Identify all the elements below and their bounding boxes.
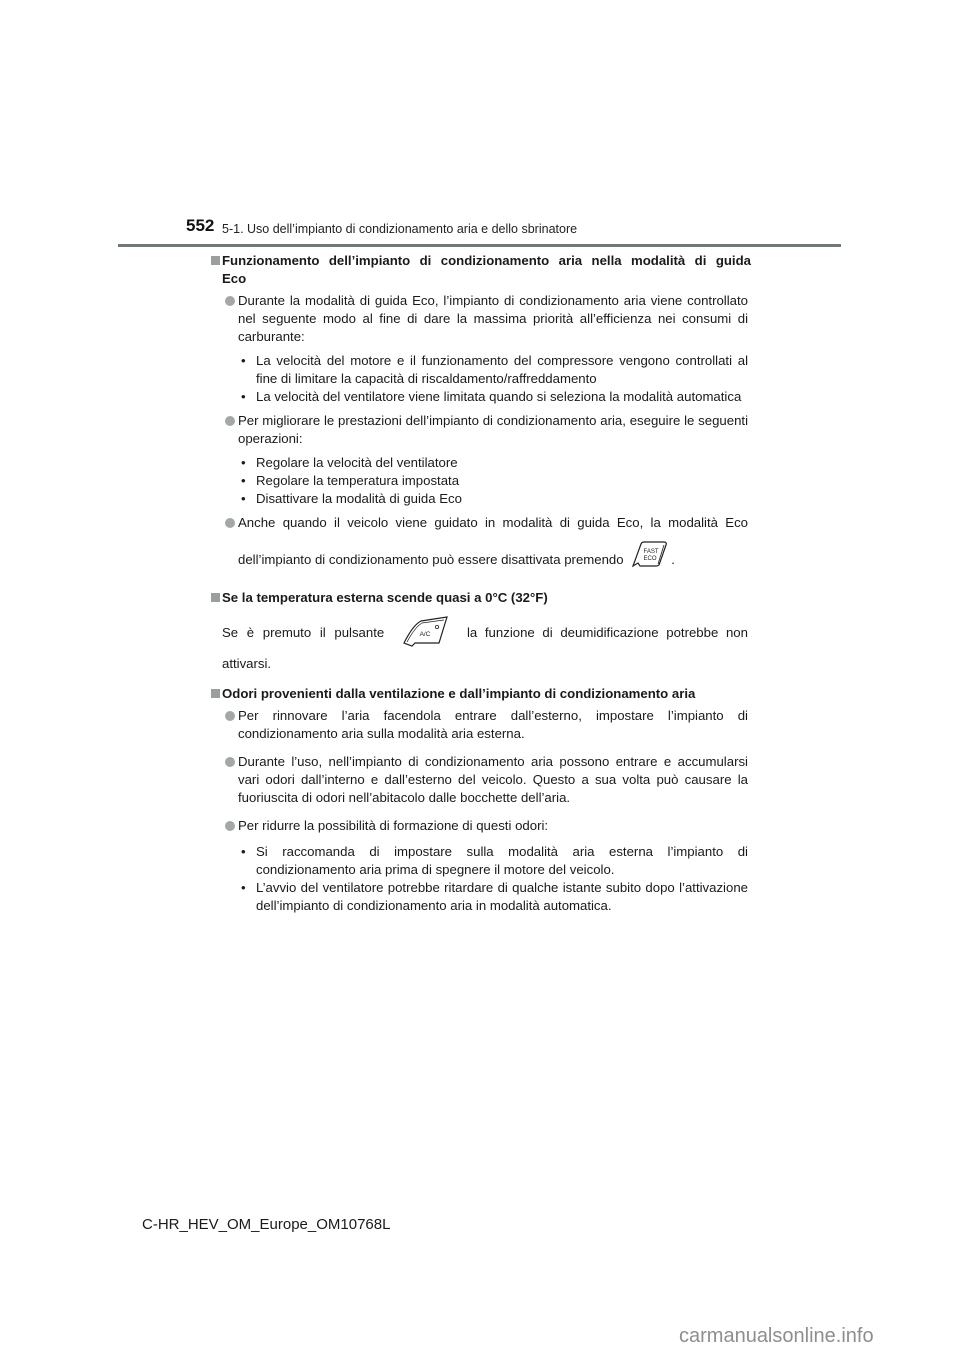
circle-bullet-icon xyxy=(225,757,235,767)
square-marker-icon xyxy=(211,256,220,265)
list-item: Durante la modalità di guida Eco, l’impianto di condizionamento aria viene controllato nel seguente modo al fine di dare la massima priorità all’efficienza nei consumi di carburante: • La velocità del motore e il funzionamento del compressore vengono controllati al fine di limitare la capacità di riscaldamento/raffreddamento • La velocità del ventilatore viene limitata quando si seleziona la modalità automatica xyxy=(225,292,748,406)
sub-list-item: • L’avvio del ventilatore potrebbe ritardare di qualche istante subito dopo l’attivazione dell’impianto di condizionamento aria in modalità automatica. xyxy=(241,880,748,913)
fast-eco-button-icon xyxy=(631,540,671,577)
dot-marker-icon: • xyxy=(241,844,246,859)
section-heading-low-temperature: Se la temperatura esterna scende quasi a 0°C (32°F) xyxy=(211,589,751,607)
sub-list-item: • Regolare la temperatura impostata xyxy=(241,473,460,488)
paragraph-line: attivarsi. xyxy=(222,656,272,671)
square-marker-icon xyxy=(211,593,220,602)
sub-list xyxy=(238,454,748,508)
section-heading-eco-mode: Funzionamento dell’impianto di condizionamento aria nella modalità di guida Eco xyxy=(211,252,751,288)
page-content xyxy=(211,252,751,921)
header-rule xyxy=(118,244,841,247)
sub-list-item: • Si raccomanda di impostare sulla modalità aria esterna l’impianto di condizionamento aria prima di spegnere il motore del veicolo. xyxy=(241,844,748,877)
list-item-line: dell’impianto di condizionamento può essere disattivata premendo FAST ECO . xyxy=(238,542,748,579)
sub-list xyxy=(238,352,748,406)
list-item: Per ridurre la possibilità di formazione di questi odori: • Si raccomanda di impostare sulla modalità aria esterna l’impianto di condizionamento aria prima di spegnere il motore del veicolo. • L’avvio del ventilatore potrebbe ritardare di qualche istante subito dopo l’attivazione dell’impianto di condizionamento aria in modalità automatica. xyxy=(225,817,748,915)
list-item: Per migliorare le prestazioni dell’impianto di condizionamento aria, eseguire le seguenti operazioni: • Regolare la velocità del ventilatore • Regolare la temperatura impostata • Disattivare la modalità di guida Eco xyxy=(225,412,748,508)
paragraph-ac-button xyxy=(222,617,748,673)
dot-marker-icon: • xyxy=(241,491,246,506)
section-heading-odors: Odori provenienti dalla ventilazione e dall’impianto di condizionamento aria xyxy=(211,685,751,703)
svg-text:A/C: A/C xyxy=(419,630,431,638)
circle-bullet-icon xyxy=(225,821,235,831)
ac-button-icon xyxy=(401,615,451,652)
dot-marker-icon: • xyxy=(241,389,246,404)
circle-bullet-icon xyxy=(225,416,235,426)
sub-list-item: • Disattivare la modalità di guida Eco xyxy=(241,491,462,506)
page-number: 552 xyxy=(186,216,215,235)
sub-list-item: • La velocità del ventilatore viene limitata quando si seleziona la modalità automatica xyxy=(241,389,742,404)
dot-marker-icon: • xyxy=(241,353,246,368)
circle-bullet-icon xyxy=(225,296,235,306)
circle-bullet-icon xyxy=(225,518,235,528)
list-item: Durante l’uso, nell’impianto di condizionamento aria possono entrare e accumularsi vari odori dall’interno e dall’esterno del veicolo. Questo a sua volta può causare la fuoriuscita di odori nell’abitacolo dalle bocchette dell’aria. xyxy=(225,753,748,807)
sub-list-item: • Regolare la velocità del ventilatore xyxy=(241,455,458,470)
paragraph-line: Se è premuto il pulsante A/C la funzione di deumidificazione potrebbe non xyxy=(222,617,748,649)
square-marker-icon xyxy=(211,689,220,698)
dot-marker-icon: • xyxy=(241,455,246,470)
svg-text:ECO: ECO xyxy=(643,556,657,562)
dot-marker-icon: • xyxy=(241,880,246,895)
document-id-footer: C-HR_HEV_OM_Europe_OM10768L xyxy=(142,1216,391,1233)
dot-marker-icon: • xyxy=(241,473,246,488)
sub-list xyxy=(238,843,748,915)
sub-list-item: • La velocità del motore e il funzionamento del compressore vengono controllati al fine di limitare la capacità di riscaldamento/raffreddamento xyxy=(241,353,748,386)
svg-text:FAST: FAST xyxy=(643,549,659,555)
section-header: 5-1. Uso dell’impianto di condizionamento aria e dello sbrinatore xyxy=(222,222,578,236)
list-item: Anche quando il veicolo viene guidato in modalità di guida Eco, la modalità Eco dell’impianto di condizionamento può essere disattivata premendo FAST ECO . xyxy=(225,514,748,579)
list-item: Per rinnovare l’aria facendola entrare dall’esterno, impostare l’impianto di condizionamento aria sulla modalità aria esterna. xyxy=(225,707,748,743)
watermark: carmanualsonline.info xyxy=(679,1325,874,1347)
circle-bullet-icon xyxy=(225,711,235,721)
